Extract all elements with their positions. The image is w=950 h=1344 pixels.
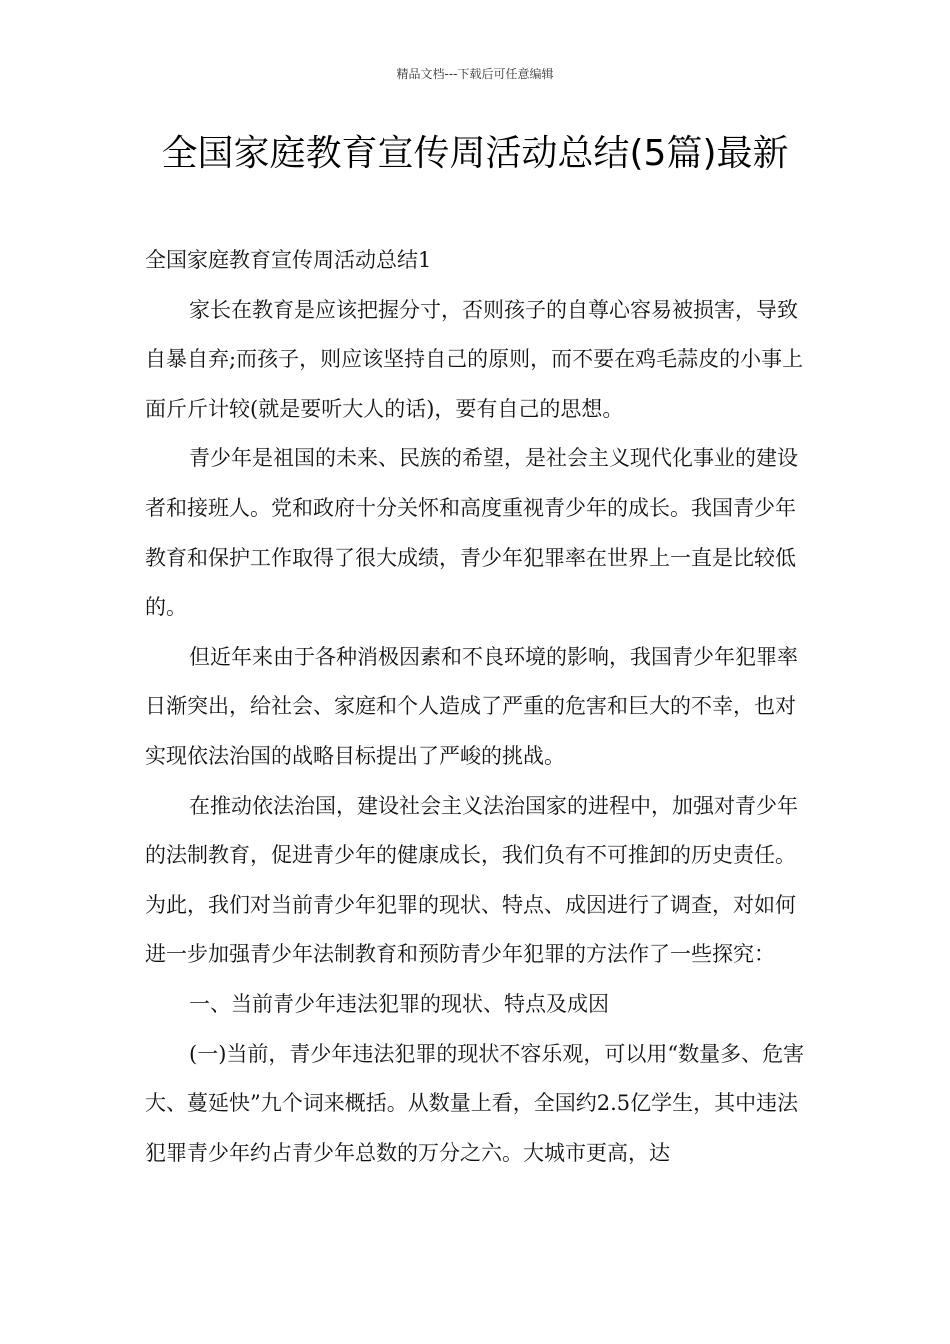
section-heading-1: 一、当前青少年违法犯罪的现状、特点及成因 (189, 991, 609, 1016)
section-subtitle: 全国家庭教育宣传周活动总结1 (145, 248, 432, 272)
document-body (145, 236, 815, 1178)
header-note: 精品文档---下载后可任意编辑 (396, 67, 554, 81)
paragraph-5: (一)当前，青少年违法犯罪的现状不容乐观，可以用“数量多、危害大、蔓延快”九个词来概括。从数量上看，全国约2.5亿学生，其中违法犯罪青少年约占青少年总数的万分之六。大城市更高，达 (145, 1041, 805, 1165)
paragraph-4: 在推动依法治国，建设社会主义法治国家的进程中，加强对青少年的法制教育，促进青少年的健康成长，我们负有不可推卸的历史责任。为此，我们对当前青少年犯罪的现状、特点、成因进行了调查，对如何进一步加强青少年法制教育和预防青少年犯罪的方法作了一些探究： (145, 793, 798, 967)
paragraph-1: 家长在教育是应该把握分寸，否则孩子的自尊心容易被损害，导致自暴自弃;而孩子，则应该坚持自己的原则，而不要在鸡毛蒜皮的小事上面斤斤计较(就是要听大人的话)，要有自己的思想。 (145, 297, 804, 421)
paragraph-3: 但近年来由于各种消极因素和不良环境的影响，我国青少年犯罪率日渐突出，给社会、家庭和个人造成了严重的危害和巨大的不幸，也对实现依法治国的战略目标提出了严峻的挑战。 (145, 644, 798, 768)
paragraph-2: 青少年是祖国的未来、民族的希望，是社会主义现代化事业的建设者和接班人。党和政府十分关怀和高度重视青少年的成长。我国青少年教育和保护工作取得了很大成绩，青少年犯罪率在世界上一直是比较低的。 (145, 446, 798, 620)
document-title: 全国家庭教育宣传周活动总结(5篇)最新 (161, 133, 789, 174)
